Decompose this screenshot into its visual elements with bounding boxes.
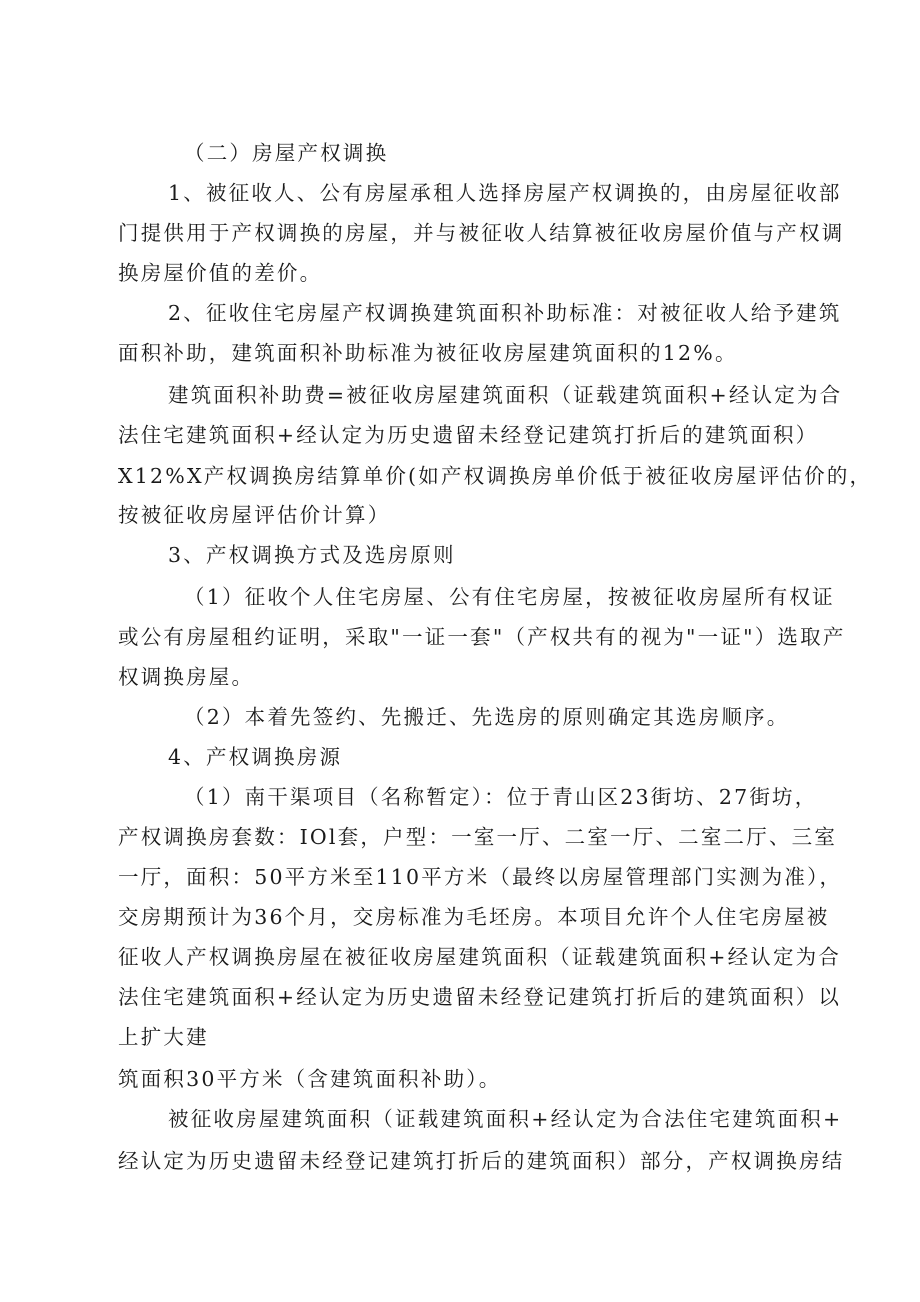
paragraph-2-line-2: 面积补助，建筑面积补助标准为被征收房屋建筑面积的12%。 (118, 341, 738, 365)
project-line-1: （1）南干渠项目（名称暂定）：位于青山区23街坊、27街坊， (184, 785, 818, 809)
paragraph-1-line-1: 1、被征收人、公有房屋承租人选择房屋产权调换的，由房屋征收部 (168, 181, 842, 205)
item-1-line-1: （1）征收个人住宅房屋、公有住宅房屋，按被征收房屋所有权证 (184, 585, 835, 609)
project-line-7: 上扩大建 (118, 1025, 209, 1049)
paragraph-1-line-3: 换房屋价值的差价。 (118, 261, 323, 285)
formula-line-4: 按被征收房屋评估价计算） (118, 503, 391, 527)
formula-line-2: 法住宅建筑面积+经认定为历史遗留未经登记建筑打折后的建筑面积） (118, 423, 819, 447)
project-line-2: 产权调换房套数：IOl套，户型：一室一厅、二室一厅、二室二厅、三室 (118, 825, 838, 849)
section-heading: （二）房屋产权调换 (184, 141, 389, 165)
project-line-8: 筑面积30平方米（含建筑面积补助）。 (118, 1067, 502, 1091)
item-1-line-2: 或公有房屋租约证明，采取"一证一套"（产权共有的视为"一证"）选取产 (118, 625, 846, 649)
project-line-3: 一厅，面积：50平方米至110平方米（最终以房屋管理部门实测为准）， (118, 865, 843, 889)
project-line-6: 法住宅建筑面积+经认定为历史遗留未经登记建筑打折后的建筑面积）以 (118, 985, 842, 1009)
subsection-4-heading: 4、产权调换房源 (168, 745, 343, 769)
subsection-3-heading: 3、产权调换方式及选房原则 (168, 543, 456, 567)
item-1-line-3: 权调换房屋。 (118, 665, 255, 689)
item-2-line-1: （2）本着先签约、先搬迁、先选房的原则确定其选房顺序。 (184, 705, 790, 729)
formula-line-1: 建筑面积补助费=被征收房屋建筑面积（证载建筑面积+经认定为合 (168, 383, 843, 407)
last-paragraph-line-2: 经认定为历史遗留未经登记建筑打折后的建筑面积）部分，产权调换房结 (118, 1149, 845, 1173)
project-line-5: 征收人产权调换房屋在被征收房屋建筑面积（证载建筑面积+经认定为合 (118, 945, 842, 969)
paragraph-1-line-2: 门提供用于产权调换的房屋，并与被征收人结算被征收房屋价值与产权调 (118, 221, 845, 245)
project-line-4: 交房期预计为36个月，交房标准为毛坯房。本项目允许个人住宅房屋被 (118, 905, 830, 929)
paragraph-2-line-1: 2、征收住宅房屋产权调换建筑面积补助标准：对被征收人给予建筑 (168, 301, 842, 325)
formula-line-3: X12%X产权调换房结算单价(如产权调换房单价低于被征收房屋评估价的， (118, 464, 873, 488)
last-paragraph-line-1: 被征收房屋建筑面积（证载建筑面积+经认定为合法住宅建筑面积+ (168, 1107, 843, 1131)
